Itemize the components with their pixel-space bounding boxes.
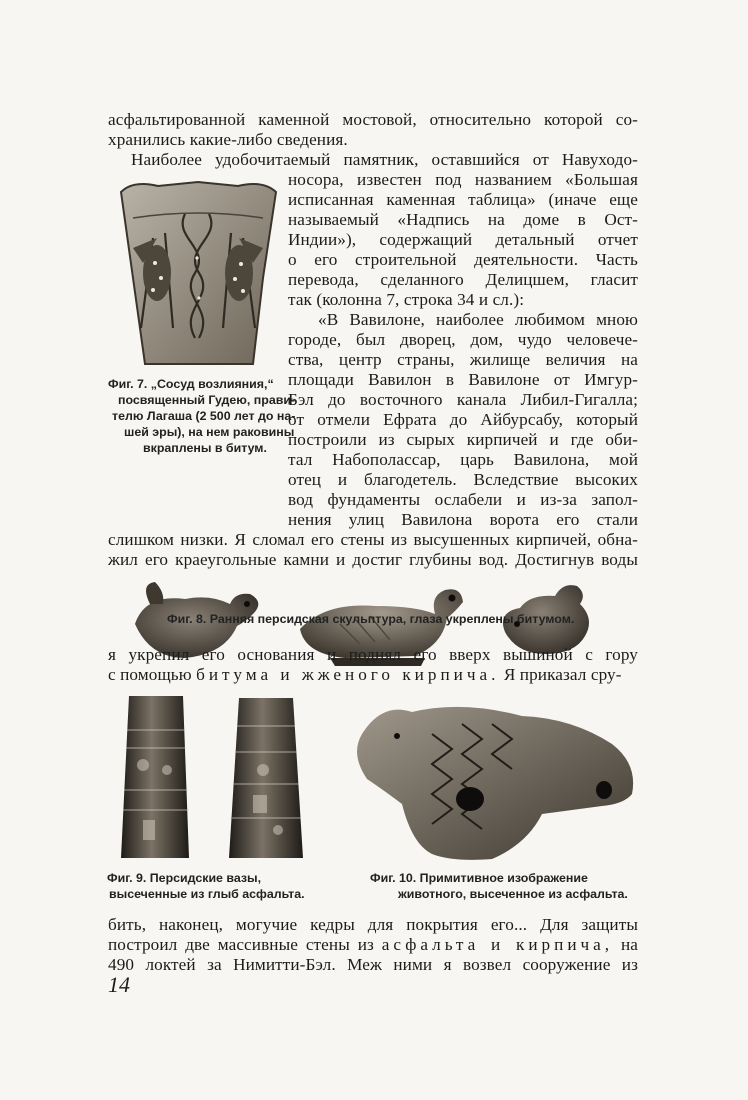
text-line: от отмели Ефрата до Айбурсабу, который	[288, 410, 638, 429]
figure-8-caption: Фиг. 8. Ранняя персидская скульптура, глаза укреплены битумом.	[167, 612, 575, 626]
text-line: «В Вавилоне, наиболее любимом мною	[318, 310, 638, 329]
text-line	[108, 665, 638, 685]
text-line: бить, наконец, могучие кедры для покрытия его... Для защиты	[108, 915, 638, 934]
text-line: о его строительной деятельности. Часть	[288, 250, 638, 269]
text-line: асфальтированной каменной мостовой, относительно которой со-	[108, 110, 638, 129]
text-fragment: с помощью	[108, 665, 192, 684]
text-fragment: Я приказал сру-	[503, 665, 622, 684]
text-line: площади Вавилон в Вавилоне от Имгур-	[288, 370, 638, 389]
text-line: городе, был дворец, дом, чудо человече-	[288, 330, 638, 349]
figure-7-caption-line: посвященный Гудею, прави-	[118, 393, 296, 407]
text-line: Наиболее удобочитаемый памятник, оставшийся от Навуходо-	[131, 150, 638, 169]
figure-10-caption-line: животного, высеченное из асфальта.	[398, 887, 628, 901]
figure-9-vases-image	[113, 690, 313, 865]
figure-7-caption-line: Фиг. 7. „Сосуд возлияния,“	[108, 377, 274, 391]
figure-7-vessel-image	[113, 178, 283, 368]
text-line: жил его краеугольные камни и достиг глубины вод. Достигнув воды	[108, 550, 638, 569]
text-line: нения улиц Вавилона ворота его стали	[288, 510, 638, 529]
figure-9-caption-line: высеченные из глыб асфальта.	[109, 887, 305, 901]
text-line: отец и благодетель. Вследствие высоких	[288, 470, 638, 489]
text-line: построили из сырых кирпичей и где оби-	[288, 430, 638, 449]
text-line: я укрепил его основания и поднял его вверх вышиной с гору	[108, 645, 638, 664]
text-fragment-spaced: асфальта и кирпича,	[381, 935, 614, 954]
text-line	[108, 935, 638, 955]
text-fragment: на	[620, 935, 639, 954]
text-fragment-spaced: битума и жженого кирпича.	[196, 665, 500, 684]
text-line: называемый «Надпись на доме в Ост-	[288, 210, 638, 229]
text-line: носора, известен под названием «Большая	[288, 170, 638, 189]
text-line: вод фундаменты ослабели и из-за запол-	[288, 490, 638, 509]
figure-10-animal-image	[342, 694, 642, 864]
text-line: исписанная каменная таблица» (иначе еще	[288, 190, 638, 209]
text-fragment: построил две массивные стены из	[108, 935, 374, 954]
figure-7-caption-line: шей эры), на нем раковины	[124, 425, 295, 439]
text-line: тал Набополассар, царь Вавилона, мой	[288, 450, 638, 469]
text-line: 490 локтей за Нимитти-Бэл. Меж ними я возвел сооружение из	[108, 955, 638, 974]
text-line: перевода, сделанного Делицшем, гласит	[288, 270, 638, 289]
page-number: 14	[108, 972, 130, 997]
text-line: ства, центр страны, жилище величия на	[288, 350, 638, 369]
text-line: Бэл до восточного канала Либил-Гигалла;	[288, 390, 638, 409]
text-line: хранились какие-либо сведения.	[108, 130, 348, 149]
text-line: Индии»), содержащий детальный отчет	[288, 230, 638, 249]
figure-7-caption-line: вкраплены в битум.	[143, 441, 267, 455]
text-line: слишком низки. Я сломал его стены из высушенных кирпичей, обна-	[108, 530, 638, 549]
figure-9-caption-line: Фиг. 9. Персидские вазы,	[107, 871, 262, 885]
text-line: так (колонна 7, строка 34 и сл.):	[288, 290, 525, 309]
figure-10-caption-line: Фиг. 10. Примитивное изображение	[370, 871, 588, 885]
figure-7-caption-line: телю Лагаша (2 500 лет до на-	[112, 409, 296, 423]
